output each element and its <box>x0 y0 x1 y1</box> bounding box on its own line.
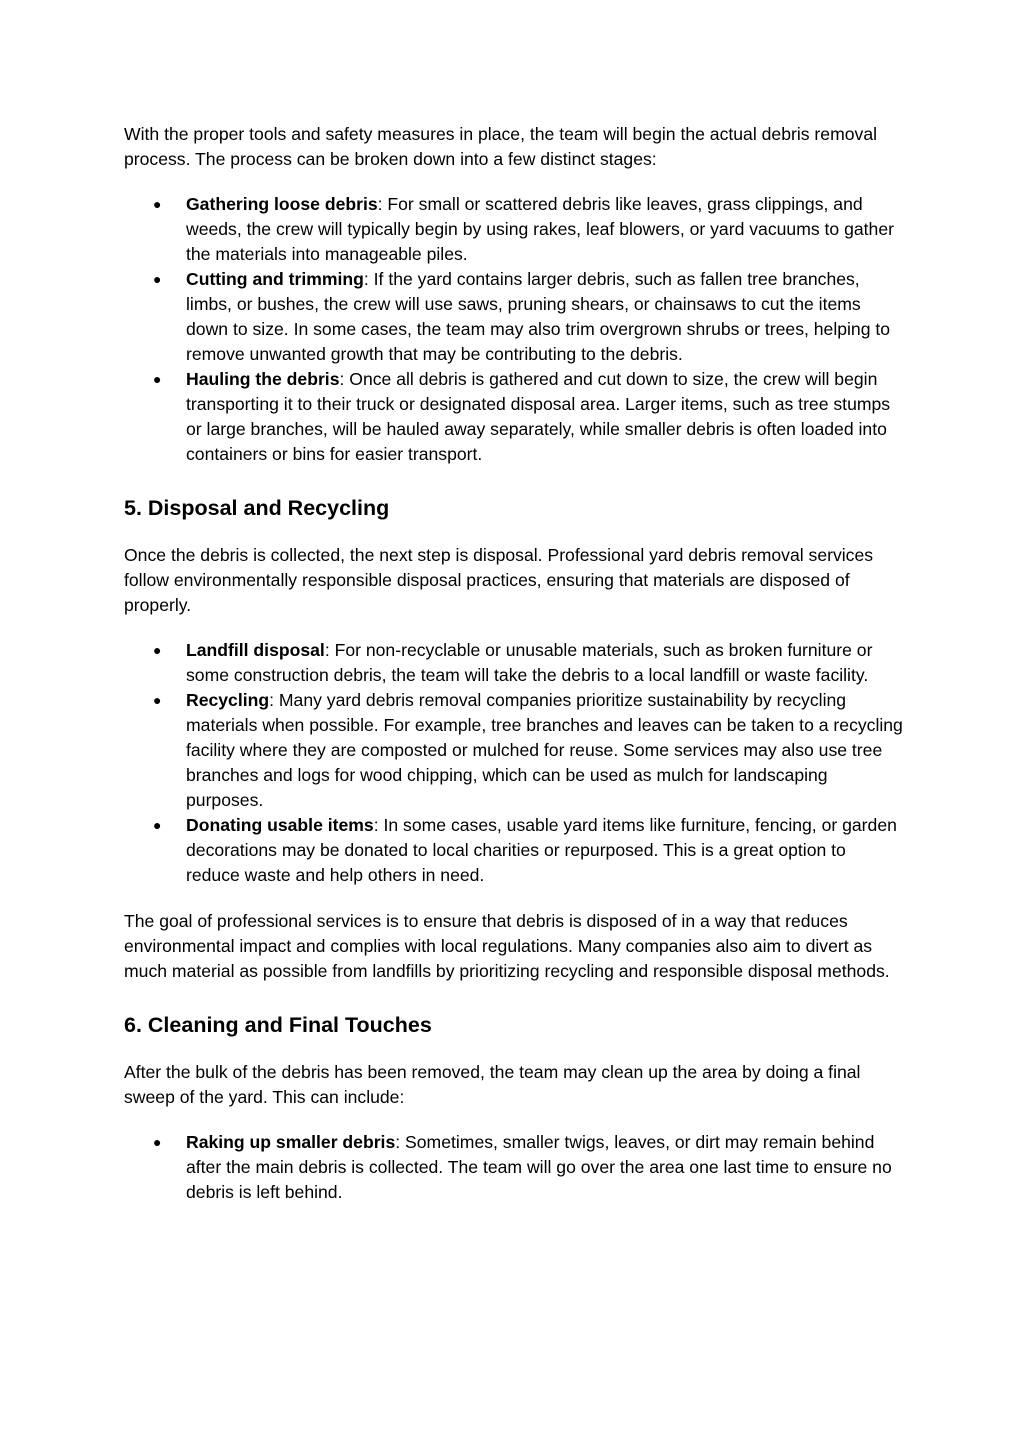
bullet-icon: ● <box>153 692 162 708</box>
section-heading-disposal: 5. Disposal and Recycling <box>124 496 390 520</box>
list-item-text: : Once all debris is gathered and cut down to size, the crew will begin transporting it to their truck or designated disposal area. Larger items, such as tree stumps or large branches, will be hauled away separately, while smaller debris is often loaded into containers or bins for easier transport. <box>186 369 891 464</box>
list-item <box>124 688 904 813</box>
bullet-icon: ● <box>153 642 162 658</box>
bullet-icon: ● <box>153 271 162 287</box>
list-item <box>124 638 904 688</box>
list-item-text: : Many yard debris removal companies prioritize sustainability by recycling materials when possible. For example, tree branches and leaves can be taken to a recycling facility where they are composted or mulched for reuse. Some services may also use tree branches and logs for wood chipping, which can be used as mulch for landscaping purposes. <box>186 690 903 810</box>
list-item-text: : If the yard contains larger debris, such as fallen tree branches, limbs, or bushes, the crew will use saws, pruning shears, or chainsaws to cut the items down to size. In some cases, the team may also trim overgrown shrubs or trees, helping to remove unwanted growth that may be contributing to the debris. <box>186 269 891 364</box>
document-page <box>124 122 904 1205</box>
list-item <box>124 813 904 888</box>
bullet-icon: ● <box>153 817 162 833</box>
cleaning-tasks-list <box>124 1130 904 1205</box>
list-item-text: : In some cases, usable yard items like furniture, fencing, or garden decorations may be donated to local charities or repurposed. This is a great option to reduce waste and help others in need. <box>186 815 897 885</box>
list-item-text: : Sometimes, smaller twigs, leaves, or dirt may remain behind after the main debris is collected. The team will go over the area one last time to ensure no debris is left behind. <box>186 1132 892 1202</box>
disposal-methods-list <box>124 638 904 888</box>
list-item <box>124 267 904 367</box>
list-item-term: Cutting and trimming <box>186 269 364 289</box>
list-item-term: Hauling the debris <box>186 369 340 389</box>
section-heading-cleaning: 6. Cleaning and Final Touches <box>124 1013 432 1037</box>
list-item <box>124 192 904 267</box>
bullet-icon: ● <box>153 196 162 212</box>
list-item <box>124 367 904 467</box>
list-item-term: Gathering loose debris <box>186 194 378 214</box>
list-item-term: Landfill disposal <box>186 640 325 660</box>
list-item-term: Raking up smaller debris <box>186 1132 396 1152</box>
list-item <box>124 1130 904 1205</box>
bullet-icon: ● <box>153 371 162 387</box>
list-item-text: : For non-recyclable or unusable materials, such as broken furniture or some construction debris, the team will take the debris to a local landfill or waste facility. <box>186 640 873 685</box>
section-intro-paragraph: After the bulk of the debris has been removed, the team may clean up the area by doing a final sweep of the yard. This can include: <box>124 1062 861 1107</box>
intro-paragraph: With the proper tools and safety measures in place, the team will begin the actual debris removal process. The process can be broken down into a few distinct stages: <box>124 124 878 169</box>
list-item-text: : For small or scattered debris like leaves, grass clippings, and weeds, the crew will typically begin by using rakes, leaf blowers, or yard vacuums to gather the materials into manageable piles. <box>186 194 894 264</box>
removal-stages-list <box>124 192 904 467</box>
list-item-term: Recycling <box>186 690 270 710</box>
list-item-term: Donating usable items <box>186 815 374 835</box>
section-intro-paragraph: Once the debris is collected, the next step is disposal. Professional yard debris removal services follow environmentally responsible disposal practices, ensuring that materials are disposed of properly. <box>124 545 874 615</box>
section-closing-paragraph: The goal of professional services is to ensure that debris is disposed of in a way that reduces environmental impact and complies with local regulations. Many companies also aim to divert as much material as possible from landfills by prioritizing recycling and responsible disposal methods. <box>124 911 890 981</box>
bullet-icon: ● <box>153 1134 162 1150</box>
